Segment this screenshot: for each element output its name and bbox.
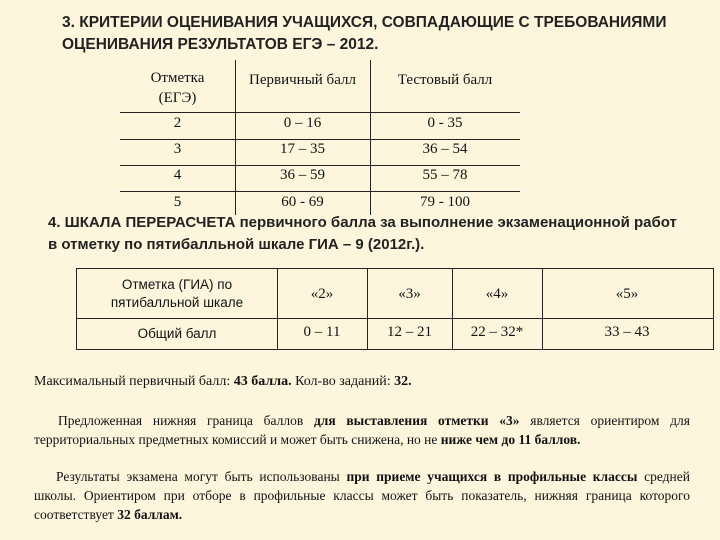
grade-cell: «5» (615, 286, 639, 302)
row-divider (77, 268, 713, 269)
para1-d: ниже чем до 11 баллов. (440, 432, 581, 447)
cell-grade: 4 (173, 167, 182, 183)
para2-d: 32 баллам. (117, 507, 183, 522)
score-cell: 33 – 43 (604, 324, 650, 340)
section-4-line-2: в отметку по пятибалльной шкале ГИА – 9 (2012г.). (48, 236, 425, 253)
score-cell: 0 – 11 (303, 324, 341, 340)
paragraph-results-usage (34, 467, 690, 524)
header-grade: Отметка (ЕГЭ) (150, 70, 205, 106)
row-divider (77, 318, 713, 319)
cell-primary: 0 – 16 (283, 115, 322, 131)
max-score: 43 балла. (233, 374, 292, 389)
grade-cell: «2» (310, 286, 334, 302)
para1-a: Предложенная нижняя граница баллов (58, 413, 314, 428)
summary-label-2: Кол-во заданий: (291, 374, 395, 389)
cell-test: 0 - 35 (427, 115, 463, 131)
paragraph-lower-bound (34, 411, 690, 449)
cell-test: 79 - 100 (420, 194, 470, 210)
cell-primary: 60 - 69 (281, 194, 324, 210)
header-primary-score: Первичный балл (249, 72, 356, 88)
row-label-total: Общий балл (137, 326, 217, 341)
cell-test: 36 – 54 (422, 141, 468, 157)
table-row (120, 141, 520, 166)
section-4-heading (48, 212, 720, 256)
cell-primary: 36 – 59 (280, 167, 325, 183)
task-count: 32. (394, 374, 412, 389)
score-cell: 12 – 21 (387, 324, 432, 340)
table-row (120, 115, 520, 140)
score-cell-text: 22 – 32* (470, 324, 524, 340)
cell-grade: 2 (173, 115, 182, 131)
cell-primary: 17 – 35 (280, 141, 325, 157)
cell-test: 55 – 78 (422, 167, 468, 183)
summary-line (34, 372, 690, 391)
para1-c: является ориентиром для территориальных предметных комиссий и может быть снижена, но не (34, 413, 690, 447)
page-title (62, 12, 712, 56)
score-cell (452, 324, 542, 341)
title-line-2: ОЦЕНИВАНИЯ РЕЗУЛЬТАТОВ ЕГЭ – 2012. (62, 36, 379, 53)
grade-cell: «3» (398, 286, 421, 302)
row-divider (77, 349, 713, 350)
row-label-grade: Отметка (ГИА) по пятибалльной шкале (110, 277, 244, 310)
grade-cell: «4» (485, 286, 509, 302)
para2-a: Результаты экзамена могут быть использованы (56, 469, 347, 484)
cell-grade: 3 (173, 141, 182, 157)
title-line-1: 3. КРИТЕРИИ ОЦЕНИВАНИЯ УЧАЩИХСЯ, СОВПАДАЮЩИЕ С ТРЕБОВАНИЯМИ (62, 14, 667, 31)
para1-b: для выставления отметки «3» (313, 413, 520, 428)
summary-label-1: Максимальный первичный балл: (34, 374, 234, 389)
para2-b: при приеме учащихся в профильные классы (346, 469, 638, 484)
gia-scale-table (76, 268, 714, 350)
table-row (120, 167, 520, 192)
para2-c: средней школы. Ориентиром при отборе в профильные классы может быть показатель, нижняя граница которого соответствует (34, 469, 690, 522)
cell-grade: 5 (173, 194, 182, 210)
header-test-score: Тестовый балл (397, 72, 493, 88)
section-4-line-1: 4. ШКАЛА ПЕРЕРАСЧЕТА первичного балла за выполнение экзаменационной работ (48, 214, 677, 231)
table-header-row (120, 60, 520, 113)
